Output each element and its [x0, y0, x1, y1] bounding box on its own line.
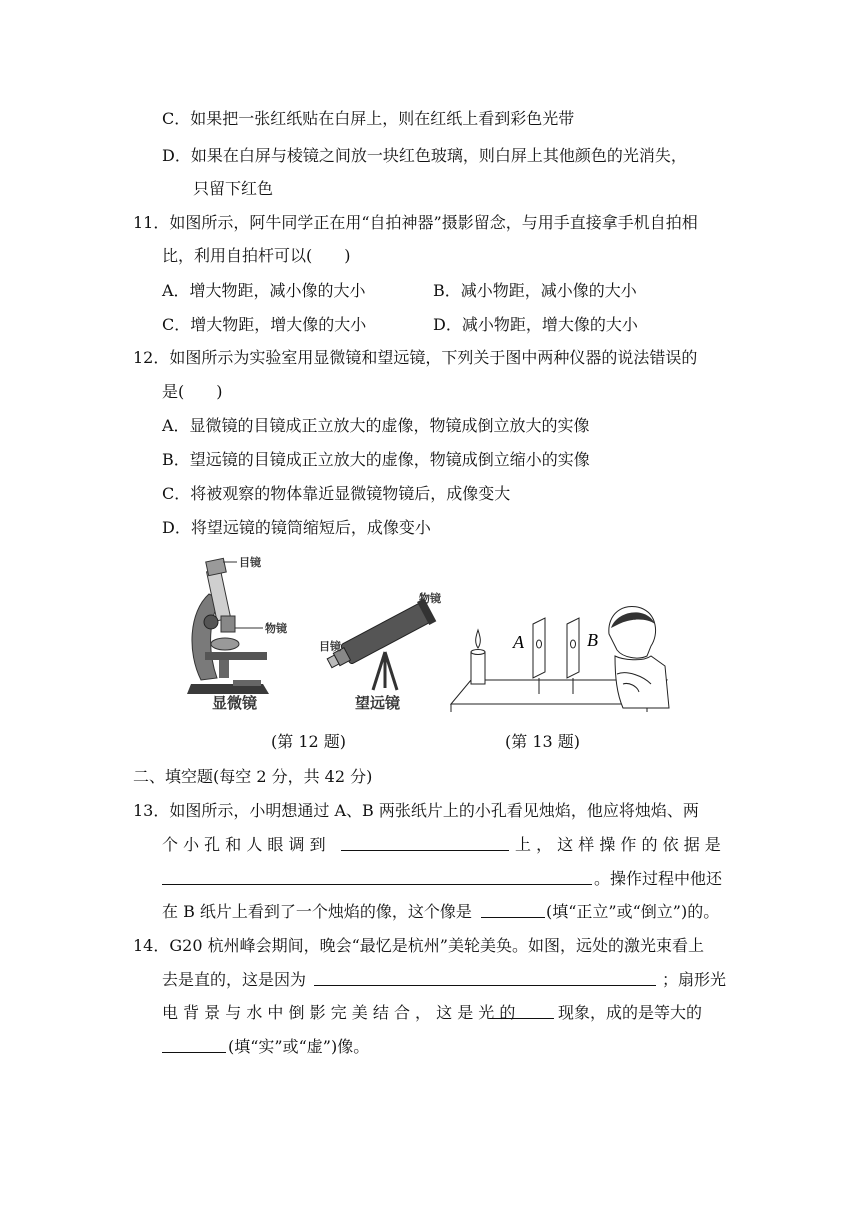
- q11-stem-line1: 11．如图所示，阿牛同学正在用“自拍神器”摄影留念，与用手直接拿手机自拍相: [133, 213, 698, 232]
- q14-line2-a: 去是直的，这是因为: [162, 970, 307, 989]
- q12-option-c: C．将被观察的物体靠近显微镜物镜后，成像变大: [162, 484, 511, 503]
- card-b-label: B: [587, 630, 598, 650]
- figure-12-caption: (第 12 题): [271, 732, 347, 751]
- q11-option-a: A．增大物距，减小像的大小: [162, 281, 366, 300]
- q12-option-d: D．将望远镜的镜筒缩短后，成像变小: [162, 518, 431, 537]
- telescope-eyepiece-label: 目镜: [319, 640, 341, 653]
- microscope-caption: 显微镜: [212, 694, 258, 712]
- q13-line3-b: 。操作过程中他还: [594, 869, 723, 888]
- card-a-label: A: [513, 632, 524, 652]
- q14-line2-b: ；扇形光: [662, 970, 727, 989]
- q14-line4-b: (填“实”或“虚”)像。: [228, 1037, 370, 1056]
- microscope-objective-label: 物镜: [265, 622, 287, 635]
- q14-line1: 14．G20 杭州峰会期间，晚会“最忆是杭州”美轮美奂。如图，远处的激光束看上: [133, 936, 704, 955]
- q11-option-c: C．增大物距，增大像的大小: [162, 315, 367, 334]
- q11-option-d: D．减小物距，增大像的大小: [433, 315, 638, 334]
- telescope-caption: 望远镜: [355, 694, 401, 712]
- q12-stem-line1: 12．如图所示为实验室用显微镜和望远镜，下列关于图中两种仪器的说法错误的: [133, 348, 698, 367]
- q13-line2-a: 个 小 孔 和 人 眼 调 到: [162, 835, 326, 854]
- q13-line4-b: (填“正立”或“倒立”)的。: [546, 902, 720, 921]
- q14-line3-b: 现象，成的是等大的: [558, 1003, 703, 1022]
- q13-line1: 13．如图所示，小明想通过 A、B 两张纸片上的小孔看见烛焰，他应将烛焰、两: [133, 801, 699, 820]
- q13-blank-2[interactable]: [162, 868, 592, 885]
- q14-blank-3[interactable]: [162, 1036, 226, 1053]
- q14-blank-2[interactable]: [490, 1002, 554, 1019]
- q10-option-c: C．如果把一张红纸贴在白屏上，则在红纸上看到彩色光带: [162, 109, 575, 128]
- q12-option-b: B．望远镜的目镜成正立放大的虚像，物镜成倒立缩小的实像: [162, 450, 590, 469]
- q11-option-b: B．减小物距，减小像的大小: [433, 281, 637, 300]
- q14-line3-a: 电 背 景 与 水 中 倒 影 完 美 结 合 ， 这 是 光 的: [162, 1003, 516, 1022]
- q11-stem-line2: 比，利用自拍杆可以( ): [162, 246, 351, 265]
- telescope-figure: [313, 586, 448, 696]
- q14-blank-1[interactable]: [314, 969, 656, 986]
- q12-stem-line2: 是( ): [162, 382, 223, 401]
- section-heading: 二、填空题(每空 2 分，共 42 分): [133, 767, 373, 786]
- q13-line2-b: 上 ， 这 样 操 作 的 依 据 是: [515, 835, 721, 854]
- pinhole-experiment-figure: [447, 604, 672, 714]
- q10-option-d-line1: D．如果在白屏与棱镜之间放一块红色玻璃，则白屏上其他颜色的光消失，: [162, 146, 687, 165]
- q12-option-a: A．显微镜的目镜成正立放大的虚像，物镜成倒立放大的实像: [162, 416, 590, 435]
- q10-option-d-line2: 只留下红色: [193, 179, 274, 198]
- q13-line4-a: 在 B 纸片上看到了一个烛焰的像，这个像是: [162, 902, 472, 921]
- microscope-eyepiece-label: 目镜: [239, 556, 261, 569]
- q13-blank-1[interactable]: [341, 834, 509, 851]
- telescope-objective-label: 物镜: [419, 592, 441, 605]
- q13-blank-3[interactable]: [481, 901, 545, 918]
- figure-13-caption: (第 13 题): [505, 732, 581, 751]
